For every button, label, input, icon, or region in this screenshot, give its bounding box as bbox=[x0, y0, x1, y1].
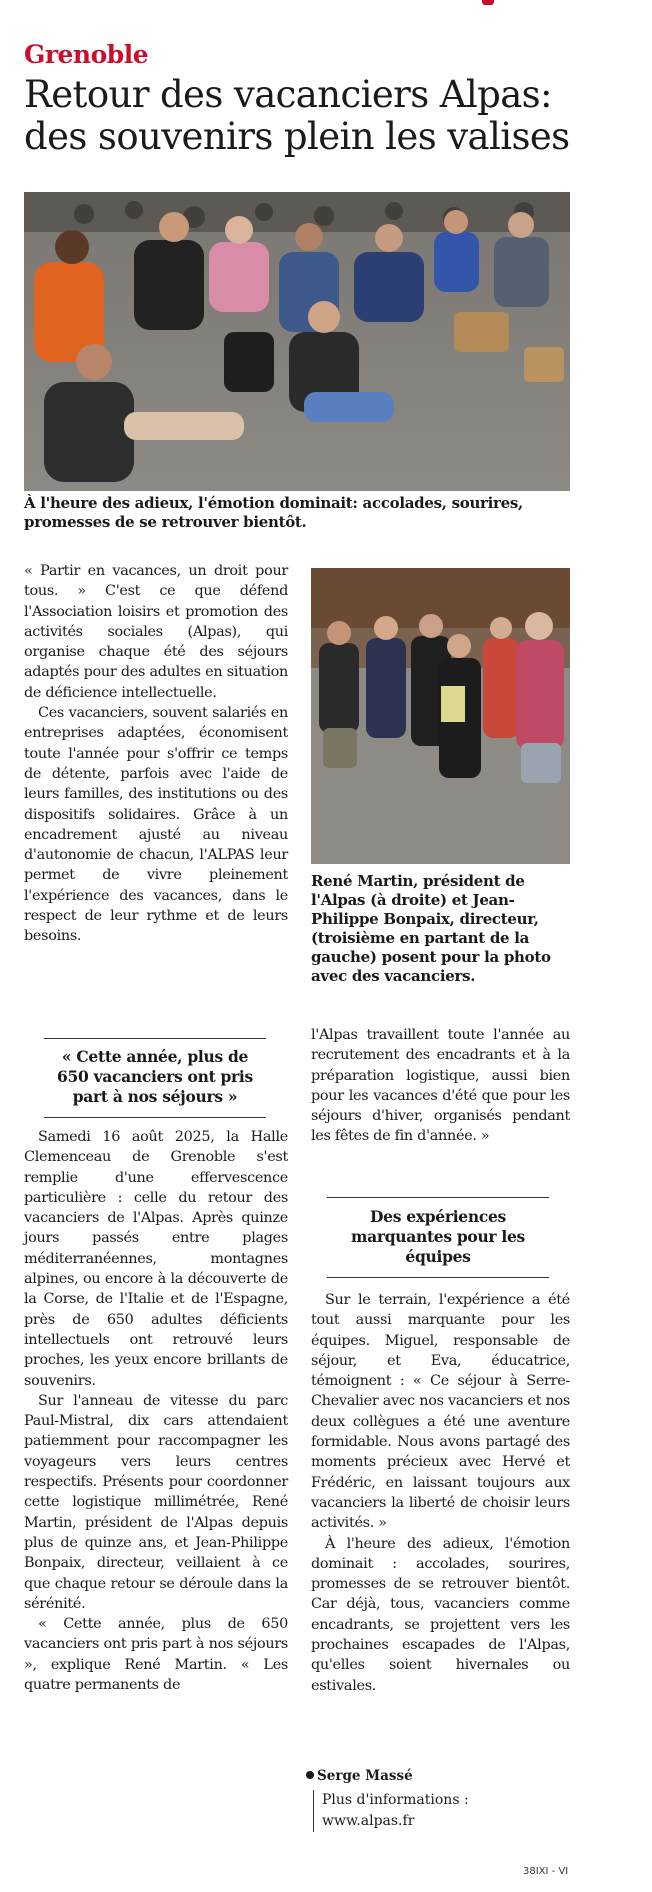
group-photo bbox=[311, 568, 570, 864]
article-column-left-top bbox=[24, 561, 288, 947]
article-paragraph: Ces vacanciers, souvent salariés en entreprises adaptées, économisent toute l'année pour s'offrir ce temps de détente, parfois avec l'aide de leurs familles, des institutions ou des dispositifs solidaires. Grâce à un encadrement ajusté au niveau d'autonomie de chacun, l'ALPAS leur permet de vivre pleinement l'expérience des vacances, dans le respect de leur rythme et de leurs besoins. bbox=[24, 705, 288, 945]
group-photo-illustration bbox=[311, 568, 570, 864]
article-paragraph: Sur l'anneau de vitesse du parc Paul-Mistral, dix cars attendaient patiemment pour raccompagner les voyageurs vers leurs centres respectifs. Présents pour coordonner cette logistique millimétrée, René Martin, président de l'Alpas depuis plus de quinze ans, et Jean-Philippe Bonpaix, directeur, veillaient à ce que chaque retour se déroule dans la sérénité. bbox=[24, 1392, 288, 1612]
pull-quote: « Cette année, plus de 650 vacanciers ont pris part à nos séjours » bbox=[44, 1038, 266, 1118]
author-name: Serge Massé bbox=[317, 1768, 413, 1784]
article-paragraph: « Cette année, plus de 650 vacanciers ont pris part à nos séjours », explique René Martin. « Les quatre permanents de bbox=[24, 1616, 288, 1694]
author-byline bbox=[306, 1768, 413, 1784]
article-paragraph: Sur le terrain, l'expérience a été tout aussi marquante pour les équipes. Miguel, responsable de séjour, et Eva, éducatrice, témoignent : « Ce séjour à Serre-Chevalier avec nos vacanciers et nos deux collègues a été une aventure formidable. Nous avons partagé des moments précieux avec Hervé et Frédéric, en laissant toujours aux vacanciers la liberté de choisir leurs activités. » bbox=[311, 1292, 570, 1532]
main-photo-illustration bbox=[24, 192, 570, 491]
article-column-left-bottom bbox=[24, 1127, 288, 1695]
article-paragraph: À l'heure des adieux, l'émotion dominait : accolades, sourires, promesses de se retrouver bientôt. Car déjà, tous, vacanciers comme encadrants, se projettent vers les prochaines escapades de l'Alpas, qu'elles soient hivernales ou estivales. bbox=[311, 1535, 570, 1694]
group-photo-caption: René Martin, président de l'Alpas (à droite) et Jean-Philippe Bonpaix, directeur, (troisième en partant de la gauche) posent pour la photo avec des vacanciers. bbox=[311, 872, 551, 985]
article-subhead: Des expériences marquantes pour les équipes bbox=[327, 1197, 549, 1278]
article-column-right-bottom bbox=[311, 1290, 570, 1696]
article-headline: Retour des vacanciers Alpas: des souvenirs plein les valises bbox=[24, 73, 570, 158]
main-photo bbox=[24, 192, 570, 491]
info-url: www.alpas.fr bbox=[322, 1813, 415, 1829]
page-code: 38IXI - VI bbox=[523, 1866, 569, 1877]
top-accent-mark bbox=[482, 0, 494, 5]
info-box bbox=[313, 1790, 522, 1832]
bullet-icon bbox=[306, 1771, 314, 1779]
main-photo-caption: À l'heure des adieux, l'émotion dominait: accolades, sourires, promesses de se retrouver bientôt. bbox=[24, 494, 523, 531]
article-paragraph: Samedi 16 août 2025, la Halle Clemenceau de Grenoble s'est remplie d'une effervescence particulière : celle du retour des vacanciers de l'Alpas. Après quinze jours passés entre plages méditerranéennes, montagnes alpines, ou encore à la découverte de la Corse, de l'Italie et de l'Espagne, près de 650 adultes déficients intellectuels ont retrouvé leurs proches, les yeux encore brillants de souvenirs. bbox=[24, 1129, 288, 1389]
section-kicker: Grenoble bbox=[24, 40, 149, 69]
article-paragraph: « Partir en vacances, un droit pour tous. » C'est ce que défend l'Association loisirs et promotion des activités sociales (Alpas), qui organise chaque été des séjours adaptés pour des adultes en situation de déficience intellectuelle. bbox=[24, 563, 288, 701]
article-paragraph: l'Alpas travaillent toute l'année au recrutement des encadrants et à la préparation logistique, aussi bien pour les vacances d'été que pour les séjours d'hiver, organisés pendant les fêtes de fin d'année. » bbox=[311, 1027, 570, 1145]
article-column-right-top bbox=[311, 1025, 570, 1147]
info-label: Plus d'informations : bbox=[322, 1792, 469, 1808]
